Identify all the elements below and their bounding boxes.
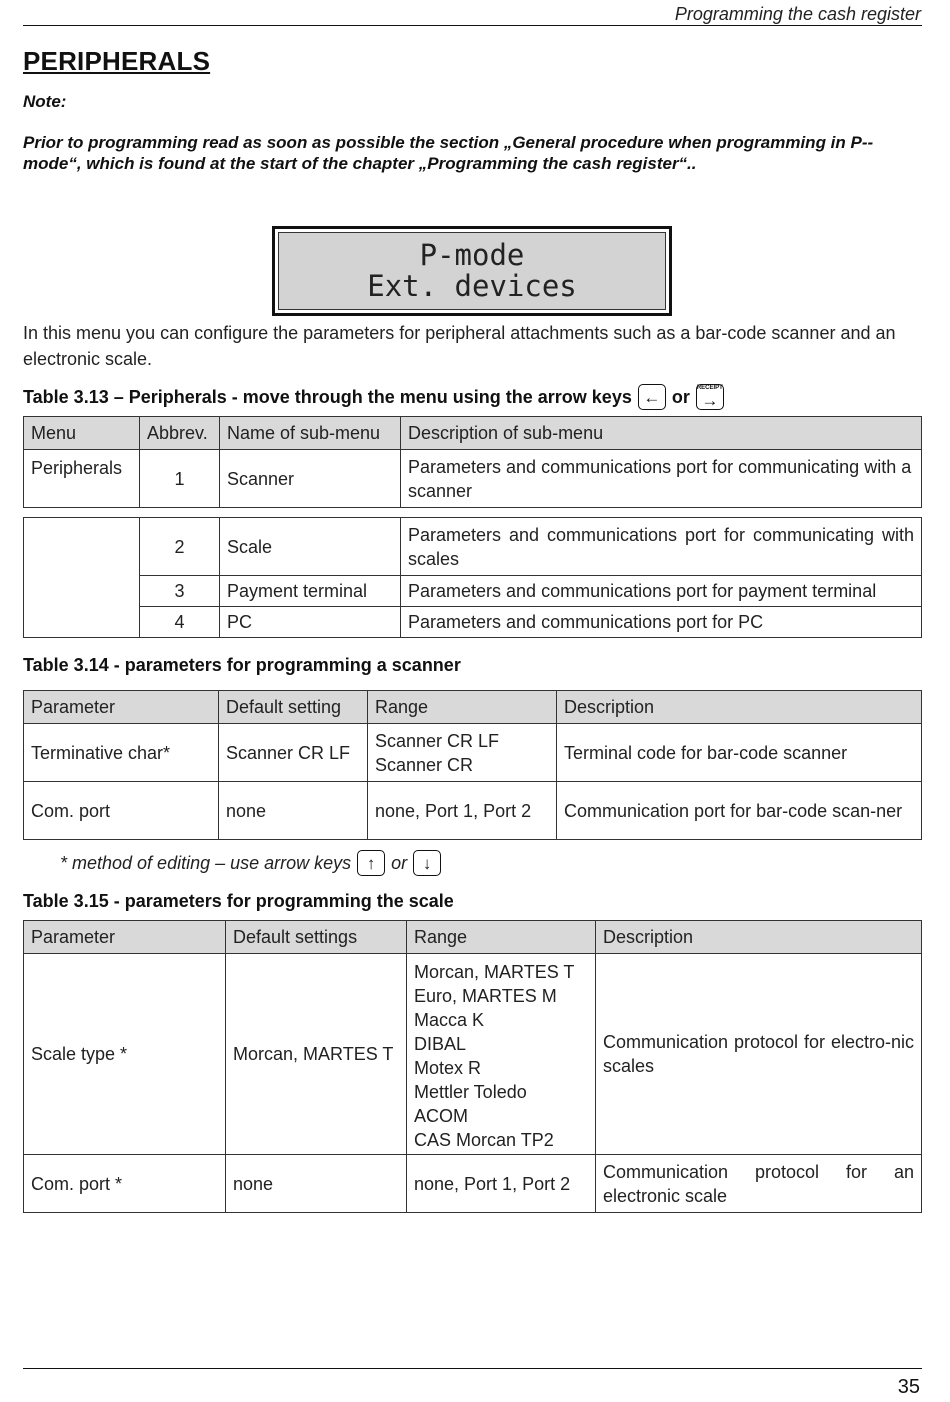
lcd-line-1: P-mode: [419, 238, 525, 272]
header-divider: [23, 25, 922, 26]
footer-divider: [23, 1368, 922, 1369]
running-header: Programming the cash register: [674, 4, 921, 24]
table-header-row: [24, 691, 922, 724]
abbrev-cell: 1: [140, 450, 220, 508]
range-option: Macca K: [414, 1010, 485, 1030]
table-row: [24, 450, 922, 508]
header-cell: Description: [596, 921, 922, 954]
right-arrow-icon: →: [701, 390, 719, 410]
range-option: CAS Morcan TP2: [414, 1130, 554, 1150]
menu-cell: [24, 518, 140, 638]
footnote-text: * method of editing – use arrow keys: [60, 852, 352, 873]
footnote-or: or: [391, 852, 408, 873]
table-14: [23, 690, 922, 840]
submenu-name-cell: Scanner: [220, 450, 401, 508]
page-number: 35: [897, 1376, 920, 1398]
range-cell: none, Port 1, Port 2: [407, 1155, 596, 1213]
range-option: Scanner CR LF: [375, 730, 500, 751]
lcd-display: [272, 226, 672, 316]
header-cell: Abbrev.: [140, 417, 220, 450]
lcd-screen: [278, 232, 666, 310]
table-15-caption: Table 3.15 - parameters for programming the scale: [23, 891, 454, 911]
table-row: [24, 518, 922, 576]
note-label: Note:: [23, 92, 67, 111]
section-title: PERIPHERALS: [23, 46, 211, 76]
header-cell: Parameter: [24, 691, 219, 724]
table-13-part-2: [23, 517, 922, 638]
parameter-cell: Scale type *: [24, 954, 226, 1155]
header-cell: Description: [557, 691, 922, 724]
menu-cell: Peripherals: [24, 450, 140, 508]
range-option: Motex R: [414, 1058, 482, 1078]
description-cell: Communication protocol for electro-nic scales: [596, 954, 922, 1155]
header-cell: Range: [368, 691, 557, 724]
header-cell: Default settings: [226, 921, 407, 954]
parameter-cell: Com. port: [24, 782, 219, 840]
down-arrow-key-icon: ↓: [413, 850, 441, 876]
table-row: [24, 607, 922, 638]
abbrev-cell: 2: [140, 518, 220, 576]
submenu-description-cell: Parameters and communications port for payment terminal: [401, 576, 922, 607]
up-arrow-key-icon: ↑: [357, 850, 385, 876]
table-13-caption-text: Table 3.13 – Peripherals - move through the menu using the arrow keys: [23, 386, 632, 407]
header-cell: Range: [407, 921, 596, 954]
receipt-key-label: RECEIPT: [696, 385, 723, 391]
note-text: Prior to programming read as soon as possible the section „General procedure when programming in P--mode“, which is found at the start of the chapter „Programming the cash register“..: [23, 133, 874, 173]
table-header-row: [24, 921, 922, 954]
abbrev-cell: 4: [140, 607, 220, 638]
submenu-name-cell: Payment terminal: [220, 576, 401, 607]
range-option: Morcan, MARTES T: [414, 962, 575, 982]
default-cell: Morcan, MARTES T: [226, 954, 407, 1155]
table-row: [24, 724, 922, 782]
range-option: DIBAL: [414, 1034, 467, 1054]
left-arrow-key-icon: ←: [638, 384, 666, 410]
lcd-line-2: Ext. devices: [367, 269, 577, 303]
abbrev-cell: 3: [140, 576, 220, 607]
table-14-caption: Table 3.14 - parameters for programming a scanner: [23, 655, 461, 675]
submenu-name-cell: Scale: [220, 518, 401, 576]
range-cell: [368, 724, 557, 782]
table-13-caption: [23, 384, 724, 410]
submenu-description-cell: Parameters and communications port for communicating with scales: [401, 518, 922, 576]
header-cell: Parameter: [24, 921, 226, 954]
table-row: [24, 954, 922, 1155]
header-cell: Default setting: [219, 691, 368, 724]
table-13-caption-or: or: [671, 386, 690, 407]
intro-paragraph: In this menu you can configure the parameters for peripheral attachments such as a bar-code scanner and an electronic scale.: [23, 323, 896, 369]
default-cell: Scanner CR LF: [219, 724, 368, 782]
parameter-cell: Com. port *: [24, 1155, 226, 1213]
range-cell: [407, 954, 596, 1155]
table-row: [24, 1155, 922, 1213]
table-15: [23, 920, 922, 1213]
submenu-description-cell: Parameters and communications port for communicating with a scanner: [401, 450, 922, 508]
description-cell: Communication protocol for an electronic scale: [596, 1155, 922, 1213]
header-cell: Description of sub-menu: [401, 417, 922, 450]
parameter-cell: Terminative char*: [24, 724, 219, 782]
header-cell: Menu: [24, 417, 140, 450]
table-row: [24, 782, 922, 840]
header-cell: Name of sub-menu: [220, 417, 401, 450]
editing-footnote: [60, 850, 441, 876]
range-option: Euro, MARTES M: [414, 986, 557, 1006]
range-option: Mettler Toledo: [414, 1082, 527, 1102]
range-option: ACOM: [414, 1106, 468, 1126]
range-cell: none, Port 1, Port 2: [368, 782, 557, 840]
table-row: [24, 576, 922, 607]
table-header-row: [24, 417, 922, 450]
submenu-description-cell: Parameters and communications port for PC: [401, 607, 922, 638]
default-cell: none: [219, 782, 368, 840]
description-cell: Terminal code for bar-code scanner: [557, 724, 922, 782]
default-cell: none: [226, 1155, 407, 1213]
table-13-part-1: [23, 416, 922, 508]
description-cell: Communication port for bar-code scan-ner: [557, 782, 922, 840]
receipt-key-icon: [696, 384, 724, 410]
submenu-name-cell: PC: [220, 607, 401, 638]
range-option: Scanner CR: [375, 754, 474, 775]
